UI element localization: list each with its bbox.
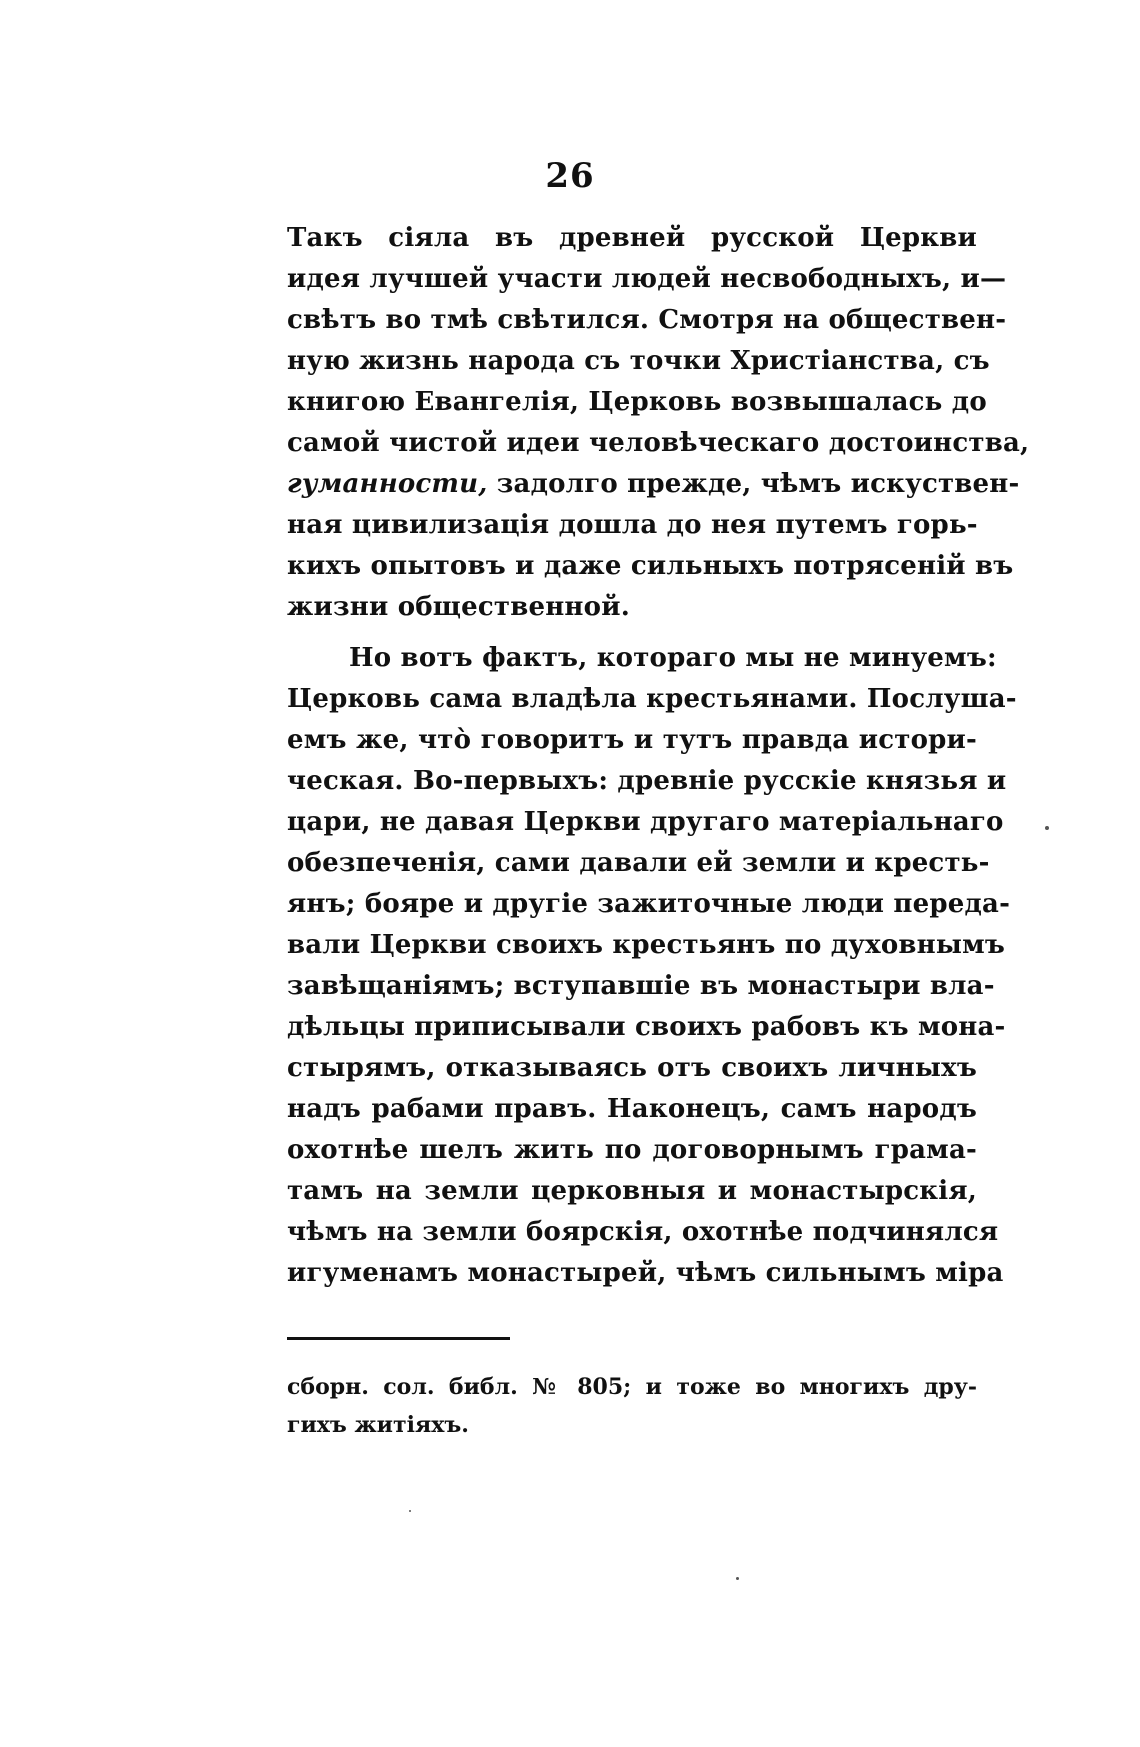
page-number: 26 — [545, 156, 595, 196]
paragraph-2-line: янъ; бояре и другіе зажиточные люди переда- — [287, 889, 1011, 919]
paragraph-1-line: жизни общественной. — [287, 592, 630, 622]
footnote-rule — [287, 1337, 510, 1340]
paragraph-1-line: идея лучшей участи людей несвободныхъ, и— — [287, 264, 1007, 294]
paragraph-1-line: ную жизнь народа съ точки Христіанства, съ — [287, 346, 990, 376]
scan-speck — [1045, 826, 1049, 830]
paragraph-1-line: Такъ сіяла въ древней русской Церкви — [287, 223, 977, 253]
paragraph-1-line: кихъ опытовъ и даже сильныхъ потрясеній въ — [287, 551, 1014, 581]
paragraph-1-line: самой чистой идеи человѣческаго достоинства, — [287, 428, 1030, 458]
line-rest: задолго прежде, чѣмъ искуствен- — [496, 469, 1020, 499]
paragraph-2-line: завѣщаніямъ; вступавшіе въ монастыри вла- — [287, 971, 995, 1001]
paragraph-2-line: чѣмъ на земли боярскія, охотнѣе подчинялся — [287, 1217, 999, 1247]
paragraph-2-line: тамъ на земли церковныя и монастырскія, — [287, 1176, 977, 1206]
paragraph-2-line: Церковь сама владѣла крестьянами. Послуша- — [287, 684, 1017, 714]
paragraph-2-line: обезпеченія, сами давали ей земли и кресть- — [287, 848, 990, 878]
footnote-line: сборн. сол. библ. № 805; и тоже во многихъ дру- — [287, 1374, 977, 1400]
footnote-line: гихъ житіяхъ. — [287, 1412, 469, 1438]
paragraph-2-line: ческая. Во-первыхъ: древніе русскіе князья и — [287, 766, 1007, 796]
paragraph-2-line: дѣльцы приписывали своихъ рабовъ къ мона- — [287, 1012, 1006, 1042]
paragraph-2-line: надъ рабами правъ. Наконецъ, самъ народъ — [287, 1094, 977, 1124]
italic-word: гуманности, — [287, 469, 488, 499]
paragraph-2-line: цари, не давая Церкви другаго матеріальнаго — [287, 807, 1004, 837]
body-text — [287, 218, 1030, 1294]
paragraph-1-line: ная цивилизація дошла до нея путемъ горь- — [287, 510, 978, 540]
paragraph-2-line: охотнѣе шелъ жить по договорнымъ грама- — [287, 1135, 977, 1165]
paragraph-2-line: вали Церкви своихъ крестьянъ по духовнымъ — [287, 930, 1006, 960]
footnote — [287, 1368, 977, 1444]
paragraph-2-line: стырямъ, отказываясь отъ своихъ личныхъ — [287, 1053, 977, 1083]
paragraph-1-line: свѣтъ во тмѣ свѣтился. Смотря на обществен- — [287, 305, 1007, 335]
paragraph-2-line: емъ же, что̀ говоритъ и тутъ правда истори- — [287, 725, 977, 755]
scan-speck — [736, 1577, 739, 1580]
paragraph-2-line: игуменамъ монастырей, чѣмъ сильнымъ міра — [287, 1258, 1004, 1288]
paragraph-1-line-with-italic — [287, 464, 1020, 505]
scan-speck — [409, 1510, 411, 1512]
paragraph-2-line: Но вотъ фактъ, котораго мы не минуемъ: — [349, 643, 997, 673]
paragraph-1-line: книгою Евангелія, Церковь возвышалась до — [287, 387, 987, 417]
